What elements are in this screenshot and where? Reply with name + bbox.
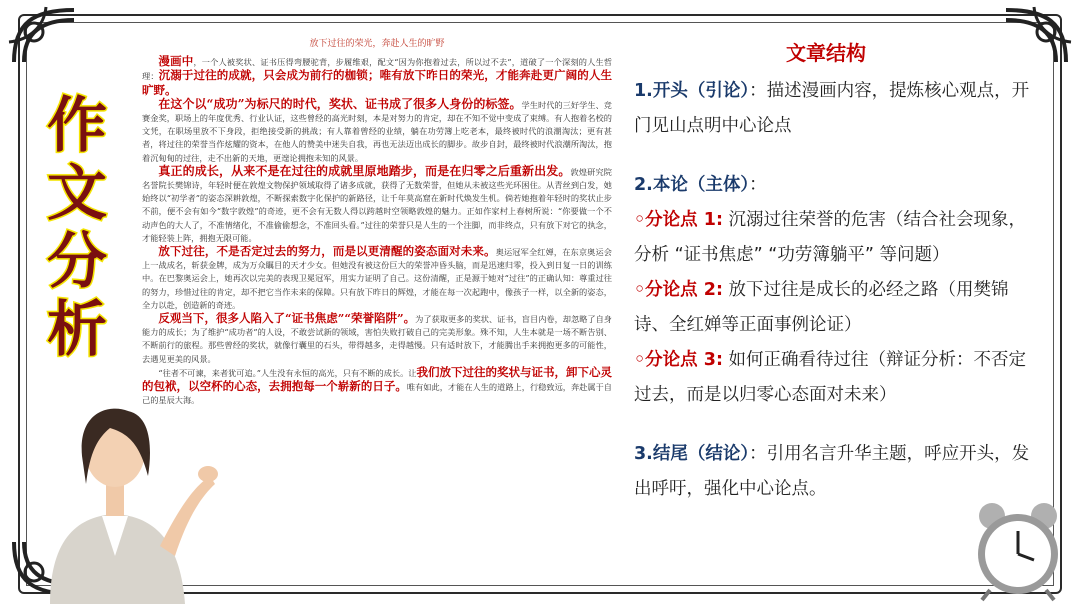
presenter-illustration xyxy=(10,356,220,604)
side-title-char: 作 xyxy=(47,91,107,161)
essay-text: 唯有如此，才能在人生的道路上，行稳致远，奔赴属于自己的星辰大海。 xyxy=(142,382,612,406)
sub-point-label: ◦分论点 3: xyxy=(634,350,723,370)
structure-section-body xyxy=(634,168,1034,203)
structure-section-conclusion xyxy=(634,437,1034,507)
side-title xyxy=(38,92,116,364)
corner-ornament-icon xyxy=(4,2,94,72)
essay-text: 学生时代的三好学生、竞赛金奖，职场上的年度优秀、行业认证，这些曾经的高光时刻，本是对努力的肯定，却在不知不觉中变成了束缚。有人抱着名校的文凭，在职场里放不下身段，拒绝接受新的挑战；有人靠着曾经的业绩，躺在功劳簿上吃老本，最终被时代的浪潮淘汰；更有甚者，将过往的荣誉当作炫耀的资本，在他人的赞美中迷失自我，再也无法迈出成长的脚步。故步自封，最终被时代浪潮所淘汰，抱着沉甸甸的过往，走不出新的天地，更遑论拥抱未知的风景。 xyxy=(142,99,612,163)
essay-text: 奥运冠军全红婵，在东京奥运会上一战成名，斩获金牌，成为万众瞩目的天才少女。但她没有被这份巨大的荣誉冲昏头脑，而是迅速归零，投入到日复一日的训练中。在巴黎奥运会上，她再次以完美的表现卫冕冠军，用实力证明了自己。这份清醒，正是源于她对“过往”的正确认知：尊重过往的努力，珍惜过往的肯定，却不把它当作未来的保障。只有放下昨日的辉煌，才能在每一次起跑中，像孩子一样，以全新的姿态，全力以赴，创造新的奇迹。 xyxy=(142,247,612,310)
essay-key-sentence: 沉溺于过往的成就，只会成为前行的枷锁；唯有放下昨日的荣光，才能奔赴更广阔的人生旷野。 xyxy=(142,68,612,97)
essay-paragraph xyxy=(142,98,612,165)
essay-key-sentence: 我们放下过往的奖状与证书，卸下心灵的包袱，以空杯的心态，去拥抱每一个崭新的日子。 xyxy=(142,364,612,394)
essay-text: 敦煌研究院名誉院长樊锦诗，年轻时便在敦煌文物保护领域取得了诸多成就，获得了无数荣誉，但她从未被这些光环困住。从青丝到白发，她始终以“初学者”的姿态深耕敦煌，不断探索数字化保护的新路径，让千年莫高窟在新时代焕发生机。倘若她抱着年轻时的奖状止步不前，便不会有如今“数字敦煌”的奇迹，更不会有无数人得以跨越时空领略敦煌的魅力。正如作家村上春树所说：“你要做一个不动声色的大人了，不准情绪化，不准偷偷想念，不准回头看。”过往的荣誉只是人生的一个注脚，而非终点，只有放下对它的执念，才能轻装上阵，拥抱无限可能。 xyxy=(142,166,612,243)
sub-point-label: ◦分论点 1: xyxy=(634,210,723,230)
essay-text: ，一个人被奖状、证书压得弯腰驼背，步履维艰，配文“因为你抱着过去，所以过不去”，道破了一个深刻的人生哲理： xyxy=(142,57,612,82)
side-title-char: 析 xyxy=(47,295,107,365)
sub-point xyxy=(634,203,1034,273)
essay-text: 为了获取更多的奖状、证书，盲目内卷，却忽略了自身能力的成长；为了维护“成功者”的人设，不敢尝试新的领域，害怕失败打破自己的完美形象。殊不知，人生本就是一场不断告别、不断前行的旅程。那些曾经的奖状，就像行囊里的石头，带得越多，走得越慢。只有适时放下，才能腾出手来拥抱更多的可能性，去遇见更美的风景。 xyxy=(142,314,612,364)
section-text: ： xyxy=(749,175,767,195)
section-label: 3.结尾（结论） xyxy=(634,444,750,464)
section-label: 1.开头（引论） xyxy=(634,81,750,101)
essay-title: 放下过往的荣光，奔赴人生的旷野 xyxy=(309,39,445,49)
essay-lead: 漫画中 xyxy=(158,54,194,69)
essay-text: “往者不可谏，来者犹可追。”人生没有永恒的高光，只有不断的成长。让 xyxy=(158,367,417,378)
section-text: ：描述漫画内容，提炼核心观点，开门见山点明中心论点 xyxy=(634,81,1030,136)
section-label: 2.本论（主体） xyxy=(634,175,750,195)
sub-point xyxy=(634,273,1034,343)
essay-key-sentence: 真正的成长，从来不是在过往的成就里原地踏步，而是在归零之后重新出发。 xyxy=(158,163,571,178)
sub-point-text: 放下过往是成长的必经之路（用樊锦诗、全红婵等正面事例论证） xyxy=(634,280,1009,335)
side-title-char: 分 xyxy=(47,227,107,297)
structure-section-intro xyxy=(634,74,1034,144)
essay-paragraph xyxy=(142,165,612,245)
essay-paragraph xyxy=(142,245,612,312)
essay-key-sentence: 放下过往，不是否定过去的努力，而是以更清醒的姿态面对未来。 xyxy=(158,244,496,259)
side-title-char: 文 xyxy=(47,159,107,229)
section-text: ：引用名言升华主题，呼应开头，发出呼吁，强化中心论点。 xyxy=(634,444,1030,499)
sub-point-text: 如何正确看待过往（辩证分析：不否定过去，而是以归零心态面对未来） xyxy=(634,350,1027,405)
essay-paragraph xyxy=(142,55,612,98)
structure-heading: 文章结构 xyxy=(786,41,866,65)
alarm-clock-icon xyxy=(968,498,1068,602)
essay-key-sentence: 反观当下，很多人陷入了“证书焦虑”“荣誉陷阱”。 xyxy=(158,311,416,326)
essay-key-sentence: 在这个以“成功”为标尺的时代，奖状、证书成了很多人身份的标签。 xyxy=(158,96,522,111)
sub-point xyxy=(634,343,1034,413)
structure-panel xyxy=(634,38,1034,507)
sub-point-label: ◦分论点 2: xyxy=(634,280,723,300)
sub-point-text: 沉溺过往荣誉的危害（结合社会现象，分析 “证书焦虑” “功劳簿躺平” 等问题） xyxy=(634,210,1027,265)
